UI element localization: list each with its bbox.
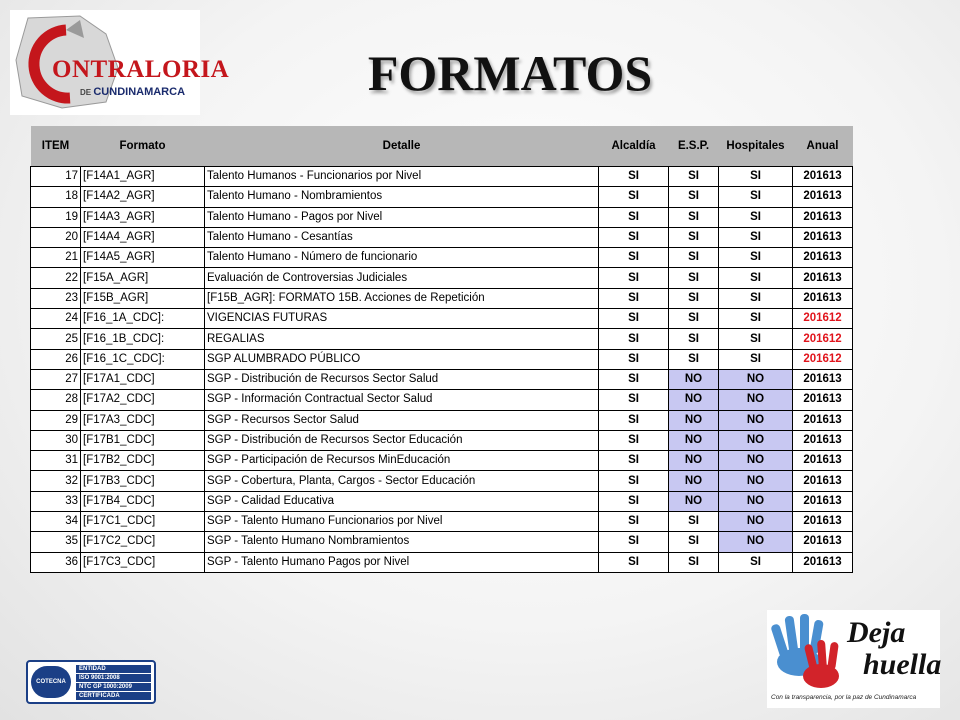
cotecna-brand: COTECNA: [31, 666, 71, 698]
cell-esp: NO: [669, 390, 719, 410]
cell-item: 34: [31, 512, 81, 532]
cell-formato: [F17A3_CDC]: [81, 410, 205, 430]
table-row: [31, 532, 853, 552]
cell-formato: [F14A1_AGR]: [81, 167, 205, 187]
column-header-anual: Anual: [793, 126, 853, 167]
cell-item: 31: [31, 451, 81, 471]
cell-item: 18: [31, 187, 81, 207]
cell-formato: [F17A2_CDC]: [81, 390, 205, 410]
cell-alcaldia: SI: [599, 248, 669, 268]
column-header-item: ITEM: [31, 126, 81, 167]
cell-anual: 201613: [793, 451, 853, 471]
cell-esp: SI: [669, 207, 719, 227]
cell-formato: [F17B1_CDC]: [81, 430, 205, 450]
cell-alcaldia: SI: [599, 309, 669, 329]
table-row: [31, 288, 853, 308]
cell-esp: SI: [669, 349, 719, 369]
deja-huella-logo: [767, 610, 940, 708]
table-row: [31, 471, 853, 491]
cell-formato: [F15A_AGR]: [81, 268, 205, 288]
cell-alcaldia: SI: [599, 430, 669, 450]
cell-detalle: SGP - Talento Humano Nombramientos: [205, 532, 599, 552]
cell-esp: SI: [669, 167, 719, 187]
table-row: [31, 369, 853, 389]
cell-alcaldia: SI: [599, 410, 669, 430]
cell-formato: [F16_1A_CDC]:: [81, 309, 205, 329]
cell-esp: SI: [669, 227, 719, 247]
cell-item: 22: [31, 268, 81, 288]
column-header-alcaldia: Alcaldía: [599, 126, 669, 167]
contraloria-logo-sub-prefix: DE: [80, 88, 92, 97]
page-title: FORMATOS: [367, 45, 653, 101]
certification-line: ENTIDAD: [76, 665, 151, 673]
table-row: [31, 430, 853, 450]
cell-formato: [F17B4_CDC]: [81, 491, 205, 511]
cell-item: 21: [31, 248, 81, 268]
cell-item: 17: [31, 167, 81, 187]
cell-hospitales: SI: [719, 268, 793, 288]
cell-hospitales: SI: [719, 329, 793, 349]
contraloria-logo-sub: [80, 86, 185, 98]
cell-detalle: SGP - Talento Humano Pagos por Nivel: [205, 552, 599, 572]
cell-item: 19: [31, 207, 81, 227]
cell-anual: 201612: [793, 349, 853, 369]
contraloria-logo-sub-name: CUNDINAMARCA: [93, 86, 186, 98]
cell-alcaldia: SI: [599, 268, 669, 288]
table-header: [31, 126, 853, 167]
table-row: [31, 390, 853, 410]
contraloria-logo: [10, 10, 230, 115]
cell-esp: SI: [669, 187, 719, 207]
cell-item: 33: [31, 491, 81, 511]
cell-esp: SI: [669, 552, 719, 572]
cell-hospitales: SI: [719, 187, 793, 207]
certification-lines: [76, 665, 151, 701]
cell-alcaldia: SI: [599, 227, 669, 247]
cell-formato: [F17C1_CDC]: [81, 512, 205, 532]
cell-item: 20: [31, 227, 81, 247]
cell-hospitales: SI: [719, 167, 793, 187]
cell-hospitales: SI: [719, 349, 793, 369]
cell-esp: SI: [669, 532, 719, 552]
table-row: [31, 248, 853, 268]
cell-esp: NO: [669, 471, 719, 491]
cell-hospitales: SI: [719, 288, 793, 308]
cell-anual: 201613: [793, 532, 853, 552]
cell-alcaldia: SI: [599, 207, 669, 227]
cell-formato: [F17A1_CDC]: [81, 369, 205, 389]
cell-hospitales: NO: [719, 390, 793, 410]
cell-esp: NO: [669, 410, 719, 430]
cell-detalle: SGP - Distribución de Recursos Sector Educación: [205, 430, 599, 450]
cell-anual: 201613: [793, 227, 853, 247]
certification-line: CERTIFICADA: [76, 692, 151, 700]
table-row: [31, 451, 853, 471]
cell-hospitales: SI: [719, 309, 793, 329]
cell-anual: 201612: [793, 309, 853, 329]
table-row: [31, 268, 853, 288]
cell-hospitales: NO: [719, 471, 793, 491]
cell-formato: [F17B2_CDC]: [81, 451, 205, 471]
table-row: [31, 167, 853, 187]
table-row: [31, 187, 853, 207]
cell-item: 32: [31, 471, 81, 491]
cell-esp: SI: [669, 309, 719, 329]
cell-detalle: SGP ALUMBRADO PÚBLICO: [205, 349, 599, 369]
cell-anual: 201613: [793, 491, 853, 511]
table-row: [31, 410, 853, 430]
certification-line: ISO 9001:2008: [76, 674, 151, 682]
cell-formato: [F16_1B_CDC]:: [81, 329, 205, 349]
table-row: [31, 349, 853, 369]
cell-anual: 201613: [793, 512, 853, 532]
table-body: [31, 167, 853, 573]
cell-anual: 201613: [793, 268, 853, 288]
cell-anual: 201613: [793, 430, 853, 450]
cell-anual: 201613: [793, 248, 853, 268]
cell-esp: SI: [669, 268, 719, 288]
cell-anual: 201613: [793, 390, 853, 410]
cell-esp: NO: [669, 369, 719, 389]
cell-anual: 201613: [793, 369, 853, 389]
cell-hospitales: NO: [719, 491, 793, 511]
cell-hospitales: NO: [719, 369, 793, 389]
cell-detalle: Talento Humano - Pagos por Nivel: [205, 207, 599, 227]
cell-alcaldia: SI: [599, 288, 669, 308]
cell-alcaldia: SI: [599, 167, 669, 187]
cell-detalle: Talento Humano - Número de funcionario: [205, 248, 599, 268]
cell-item: 29: [31, 410, 81, 430]
table-row: [31, 227, 853, 247]
table-row: [31, 207, 853, 227]
cell-esp: SI: [669, 512, 719, 532]
deja-huella-tagline: Con la transparencia, por la paz de Cundinamarca: [771, 694, 917, 701]
cell-hospitales: SI: [719, 207, 793, 227]
cell-anual: 201613: [793, 410, 853, 430]
cell-item: 25: [31, 329, 81, 349]
cell-detalle: Evaluación de Controversias Judiciales: [205, 268, 599, 288]
cell-detalle: REGALIAS: [205, 329, 599, 349]
cell-hospitales: SI: [719, 552, 793, 572]
cell-esp: SI: [669, 288, 719, 308]
cell-alcaldia: SI: [599, 451, 669, 471]
table-row: [31, 552, 853, 572]
cell-detalle: SGP - Cobertura, Planta, Cargos - Sector Educación: [205, 471, 599, 491]
deja-huella-line2: huella: [863, 648, 942, 681]
column-header-hospitales: Hospitales: [719, 126, 793, 167]
cell-detalle: SGP - Participación de Recursos MinEducación: [205, 451, 599, 471]
cell-formato: [F17C3_CDC]: [81, 552, 205, 572]
cell-detalle: SGP - Información Contractual Sector Salud: [205, 390, 599, 410]
cell-item: 35: [31, 532, 81, 552]
cell-formato: [F14A4_AGR]: [81, 227, 205, 247]
contraloria-logo-name: ONTRALORIA: [52, 56, 230, 83]
cell-detalle: Talento Humano - Cesantías: [205, 227, 599, 247]
cell-detalle: SGP - Distribución de Recursos Sector Salud: [205, 369, 599, 389]
cell-hospitales: SI: [719, 248, 793, 268]
cell-item: 26: [31, 349, 81, 369]
cell-hospitales: NO: [719, 430, 793, 450]
table-row: [31, 491, 853, 511]
cell-item: 28: [31, 390, 81, 410]
table-row: [31, 309, 853, 329]
cell-alcaldia: SI: [599, 552, 669, 572]
cell-detalle: Talento Humanos - Funcionarios por Nivel: [205, 167, 599, 187]
cell-alcaldia: SI: [599, 512, 669, 532]
cell-esp: NO: [669, 451, 719, 471]
cell-formato: [F14A2_AGR]: [81, 187, 205, 207]
cell-detalle: SGP - Talento Humano Funcionarios por Nivel: [205, 512, 599, 532]
cell-alcaldia: SI: [599, 532, 669, 552]
cell-anual: 201613: [793, 552, 853, 572]
cell-item: 36: [31, 552, 81, 572]
cell-anual: 201613: [793, 187, 853, 207]
formats-table: [30, 126, 853, 573]
cell-hospitales: NO: [719, 512, 793, 532]
cell-detalle: VIGENCIAS FUTURAS: [205, 309, 599, 329]
cell-anual: 201612: [793, 329, 853, 349]
cell-formato: [F15B_AGR]: [81, 288, 205, 308]
cell-detalle: [F15B_AGR]: FORMATO 15B. Acciones de Repetición: [205, 288, 599, 308]
column-header-formato: Formato: [81, 126, 205, 167]
cell-alcaldia: SI: [599, 329, 669, 349]
cell-alcaldia: SI: [599, 187, 669, 207]
cell-formato: [F14A5_AGR]: [81, 248, 205, 268]
cell-formato: [F16_1C_CDC]:: [81, 349, 205, 369]
cell-item: 23: [31, 288, 81, 308]
cell-formato: [F17B3_CDC]: [81, 471, 205, 491]
cell-formato: [F17C2_CDC]: [81, 532, 205, 552]
cell-item: 24: [31, 309, 81, 329]
cell-anual: 201613: [793, 167, 853, 187]
certification-logo: [26, 660, 156, 704]
cell-detalle: SGP - Recursos Sector Salud: [205, 410, 599, 430]
column-header-esp: E.S.P.: [669, 126, 719, 167]
cell-formato: [F14A3_AGR]: [81, 207, 205, 227]
column-header-detalle: Detalle: [205, 126, 599, 167]
cell-alcaldia: SI: [599, 390, 669, 410]
cell-esp: NO: [669, 491, 719, 511]
cell-anual: 201613: [793, 207, 853, 227]
certification-line: NTC GP 1000:2009: [76, 683, 151, 691]
cell-hospitales: NO: [719, 410, 793, 430]
cell-hospitales: SI: [719, 227, 793, 247]
cell-item: 30: [31, 430, 81, 450]
cell-alcaldia: SI: [599, 369, 669, 389]
cell-detalle: Talento Humano - Nombramientos: [205, 187, 599, 207]
deja-huella-line1: Deja: [847, 616, 906, 649]
table-row: [31, 329, 853, 349]
cell-anual: 201613: [793, 288, 853, 308]
cell-alcaldia: SI: [599, 349, 669, 369]
cell-esp: SI: [669, 248, 719, 268]
cell-hospitales: NO: [719, 451, 793, 471]
cell-anual: 201613: [793, 471, 853, 491]
cell-esp: SI: [669, 329, 719, 349]
cell-detalle: SGP - Calidad Educativa: [205, 491, 599, 511]
cell-item: 27: [31, 369, 81, 389]
cell-alcaldia: SI: [599, 471, 669, 491]
cell-hospitales: NO: [719, 532, 793, 552]
table-row: [31, 512, 853, 532]
cell-alcaldia: SI: [599, 491, 669, 511]
cell-esp: NO: [669, 430, 719, 450]
